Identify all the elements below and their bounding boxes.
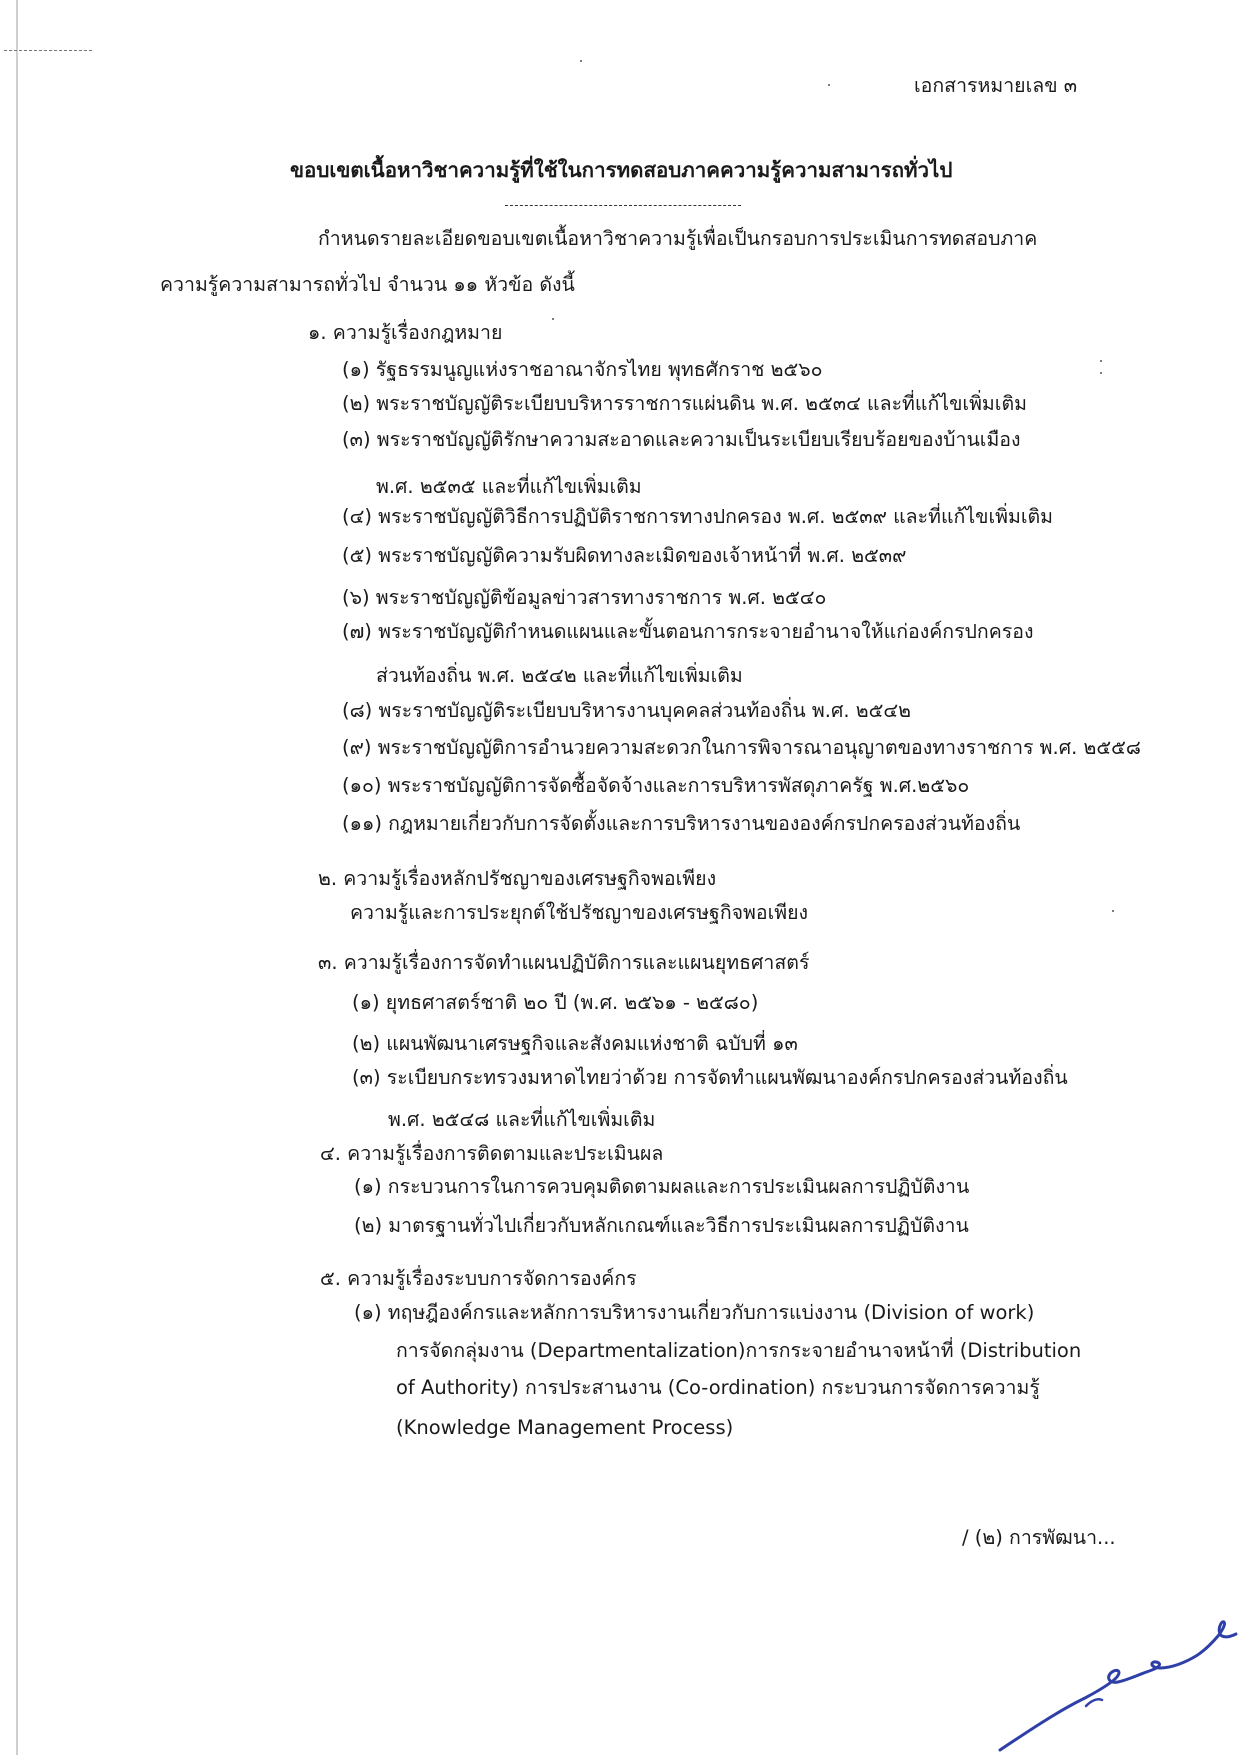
- list-item: (๔) พระราชบัญญัติวิธีการปฏิบัติราชการทางปกครอง พ.ศ. ๒๕๓๙ และที่แก้ไขเพิ่มเติม: [342, 505, 1054, 528]
- list-item-continued: ส่วนท้องถิ่น พ.ศ. ๒๕๔๒ และที่แก้ไขเพิ่มเติม: [376, 664, 743, 687]
- list-item-continued: พ.ศ. ๒๕๔๘ และที่แก้ไขเพิ่มเติม: [388, 1108, 656, 1131]
- scan-speck: [580, 60, 582, 62]
- list-item: (๕) พระราชบัญญัติความรับผิดทางละเมิดของเจ้าหน้าที่ พ.ศ. ๒๕๓๙: [342, 544, 907, 567]
- document-number: เอกสารหมายเลข ๓: [914, 74, 1078, 97]
- section-heading: ๑. ความรู้เรื่องกฎหมาย: [308, 321, 503, 344]
- list-item: (๑) ยุทธศาสตร์ชาติ ๒๐ ปี (พ.ศ. ๒๕๖๑ - ๒๕๘๐): [352, 991, 759, 1014]
- title-separator: [505, 205, 741, 206]
- intro-line: ความรู้ความสามารถทั่วไป จำนวน ๑๑ หัวข้อ ดังนี้: [160, 273, 575, 296]
- continuation-note: / (๒) การพัฒนา...: [962, 1526, 1116, 1549]
- list-item: (๒) มาตรฐานทั่วไปเกี่ยวกับหลักเกณฑ์และวิธีการประเมินผลการปฏิบัติงาน: [354, 1214, 969, 1237]
- scan-speck: [552, 318, 554, 320]
- scan-mark: [4, 50, 92, 51]
- list-item: (๑) กระบวนการในการควบคุมติดตามผลและการประเมินผลการปฏิบัติงาน: [354, 1175, 970, 1198]
- section-heading: ๓. ความรู้เรื่องการจัดทำแผนปฏิบัติการและแผนยุทธศาสตร์: [318, 951, 810, 974]
- list-item: (๖) พระราชบัญญัติข้อมูลข่าวสารทางราชการ พ.ศ. ๒๕๔๐: [342, 586, 827, 609]
- section-subline: ความรู้และการประยุกต์ใช้ปรัชญาของเศรษฐกิจพอเพียง: [350, 901, 809, 924]
- list-item-continued: พ.ศ. ๒๕๓๕ และที่แก้ไขเพิ่มเติม: [376, 475, 642, 498]
- scan-speck: [1100, 360, 1102, 362]
- scan-edge: [16, 0, 18, 1755]
- page-title: ขอบเขตเนื้อหาวิชาความรู้ที่ใช้ในการทดสอบภาคความรู้ความสามารถทั่วไป: [290, 158, 953, 182]
- list-item: (๙) พระราชบัญญัติการอำนวยความสะดวกในการพิจารณาอนุญาตของทางราชการ พ.ศ. ๒๕๕๘: [342, 736, 1141, 759]
- scan-speck: [1112, 910, 1114, 912]
- list-item: (๑๑) กฎหมายเกี่ยวกับการจัดตั้งและการบริหารงานขององค์กรปกครองส่วนท้องถิ่น: [342, 812, 1021, 835]
- list-item-continued: (Knowledge Management Process): [396, 1416, 734, 1439]
- section-heading: ๒. ความรู้เรื่องหลักปรัชญาของเศรษฐกิจพอเพียง: [318, 867, 717, 890]
- scan-speck: [1100, 372, 1102, 374]
- list-item: (๘) พระราชบัญญัติระเบียบบริหารงานบุคคลส่วนท้องถิ่น พ.ศ. ๒๕๔๒: [342, 699, 911, 722]
- list-item: (๗) พระราชบัญญัติกำหนดแผนและขั้นตอนการกระจายอำนาจให้แก่องค์กรปกครอง: [342, 620, 1034, 643]
- list-item: (๓) ระเบียบกระทรวงมหาดไทยว่าด้วย การจัดทำแผนพัฒนาองค์กรปกครองส่วนท้องถิ่น: [352, 1066, 1068, 1089]
- list-item: (๒) พระราชบัญญัติระเบียบบริหารราชการแผ่นดิน พ.ศ. ๒๕๓๔ และที่แก้ไขเพิ่มเติม: [342, 392, 1027, 415]
- list-item: (๑๐) พระราชบัญญัติการจัดซื้อจัดจ้างและการบริหารพัสดุภาครัฐ พ.ศ.๒๕๖๐: [342, 774, 970, 797]
- list-item: (๒) แผนพัฒนาเศรษฐกิจและสังคมแห่งชาติ ฉบับที่ ๑๓: [352, 1032, 798, 1055]
- section-heading: ๔. ความรู้เรื่องการติดตามและประเมินผล: [320, 1142, 664, 1165]
- list-item: (๓) พระราชบัญญัติรักษาความสะอาดและความเป็นระเบียบเรียบร้อยของบ้านเมือง: [342, 428, 1021, 451]
- scan-speck: [828, 84, 830, 86]
- list-item: (๑) รัฐธรรมนูญแห่งราชอาณาจักรไทย พุทธศักราช ๒๕๖๐: [342, 358, 823, 381]
- list-item-continued: การจัดกลุ่มงาน (Departmentalization)การกระจายอำนาจหน้าที่ (Distribution: [396, 1339, 1082, 1362]
- signature-image: [990, 1580, 1240, 1755]
- intro-line: กำหนดรายละเอียดขอบเขตเนื้อหาวิชาความรู้เพื่อเป็นกรอบการประเมินการทดสอบภาค: [318, 227, 1038, 250]
- list-item-continued: of Authority) การประสานงาน (Co-ordination) กระบวนการจัดการความรู้: [396, 1376, 1040, 1399]
- list-item: (๑) ทฤษฎีองค์กรและหลักการบริหารงานเกี่ยวกับการแบ่งงาน (Division of work): [354, 1301, 1035, 1324]
- section-heading: ๕. ความรู้เรื่องระบบการจัดการองค์กร: [320, 1267, 637, 1290]
